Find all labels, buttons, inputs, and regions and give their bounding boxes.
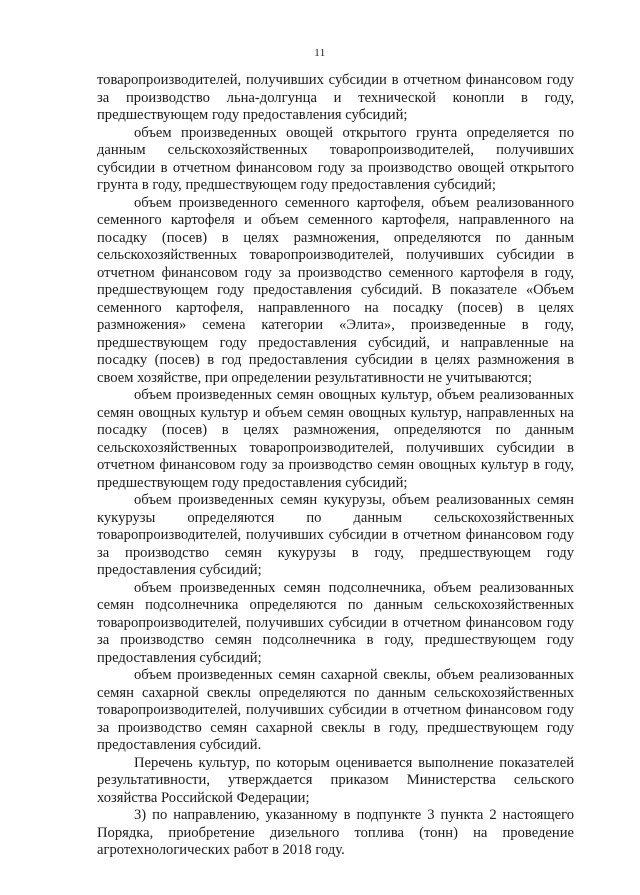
paragraph-7: объем произведенных семян сахарной свеклы, объем реализованных семян сахарной свеклы определяются по данным сельскохозяйственных товаропроизводителей, получивших субсидии в отчетном финансовом году за производство семян сахарной свеклы в году, предшествующем году предоставления субсидий. <box>97 667 574 753</box>
page-number: 11 <box>314 47 326 59</box>
paragraph-9: 3) по направлению, указанному в подпункте 3 пункта 2 настоящего Порядка, приобретение дизельного топлива (тонн) на проведение агротехнологических работ в 2018 году. <box>97 807 574 858</box>
paragraph-8: Перечень культур, по которым оценивается выполнение показателей результативности, утверждается приказом Министерства сельского хозяйства Российской Федерации; <box>97 754 574 806</box>
paragraph-6: объем произведенных семян подсолнечника, объем реализованных семян подсолнечника определяются по данным сельскохозяйственных товаропроизводителей, получивших субсидии в отчетном финансовом году за производство семян подсолнечника в году, предшествующем году предоставления субсидий; <box>97 579 574 666</box>
document-body <box>97 72 574 860</box>
paragraph-2: объем произведенных овощей открытого грунта определяется по данным сельскохозяйственных товаропроизводителей, получивших субсидии в отчетном финансовом году за производство овощей открытого грунта в году, предшествующем году предоставления субсидий; <box>97 124 574 193</box>
paragraph-5: объем произведенных семян кукурузы, объем реализованных семян кукурузы определяются по данным сельскохозяйственных товаропроизводителей, получивших субсидии в отчетном финансовом году за производство семян кукурузы в году, предшествующем году предоставления субсидий; <box>97 492 574 578</box>
paragraph-4: объем произведенных семян овощных культур, объем реализованных семян овощных культур и объем семян овощных культур, направленных на посадку (посев) в целях размножения, определяются по данным сельскохозяйственных товаропроизводителей, получивших субсидии в отчетном финансовом году за производство семян овощных культур в году, предшествующем году предоставления субсидий; <box>97 387 574 491</box>
paragraph-1: товаропроизводителей, получивших субсидии в отчетном финансовом году за производство льна-долгунца и технической конопли в году, предшествующем году предоставления субсидий; <box>97 72 574 123</box>
paragraph-3: объем произведенного семенного картофеля, объем реализованного семенного картофеля и объем семенного картофеля, направленного на посадку (посев) в целях размножения, определяются по данным сельскохозяйственных товаропроизводителей, получивших субсидии в отчетном финансовом году за производство семенного картофеля в году, предшествующем году предоставления субсидий. В показателе «Объем семенного картофеля, направленного на посадку (посев) в целях размножения» семена категории «Элита», произведенные в году, предшествующем году предоставления субсидий, и направленные на посадку (посев) в год предоставления субсидии в целях размножения в своем хозяйстве, при определении результативности не учитываются; <box>97 194 574 386</box>
